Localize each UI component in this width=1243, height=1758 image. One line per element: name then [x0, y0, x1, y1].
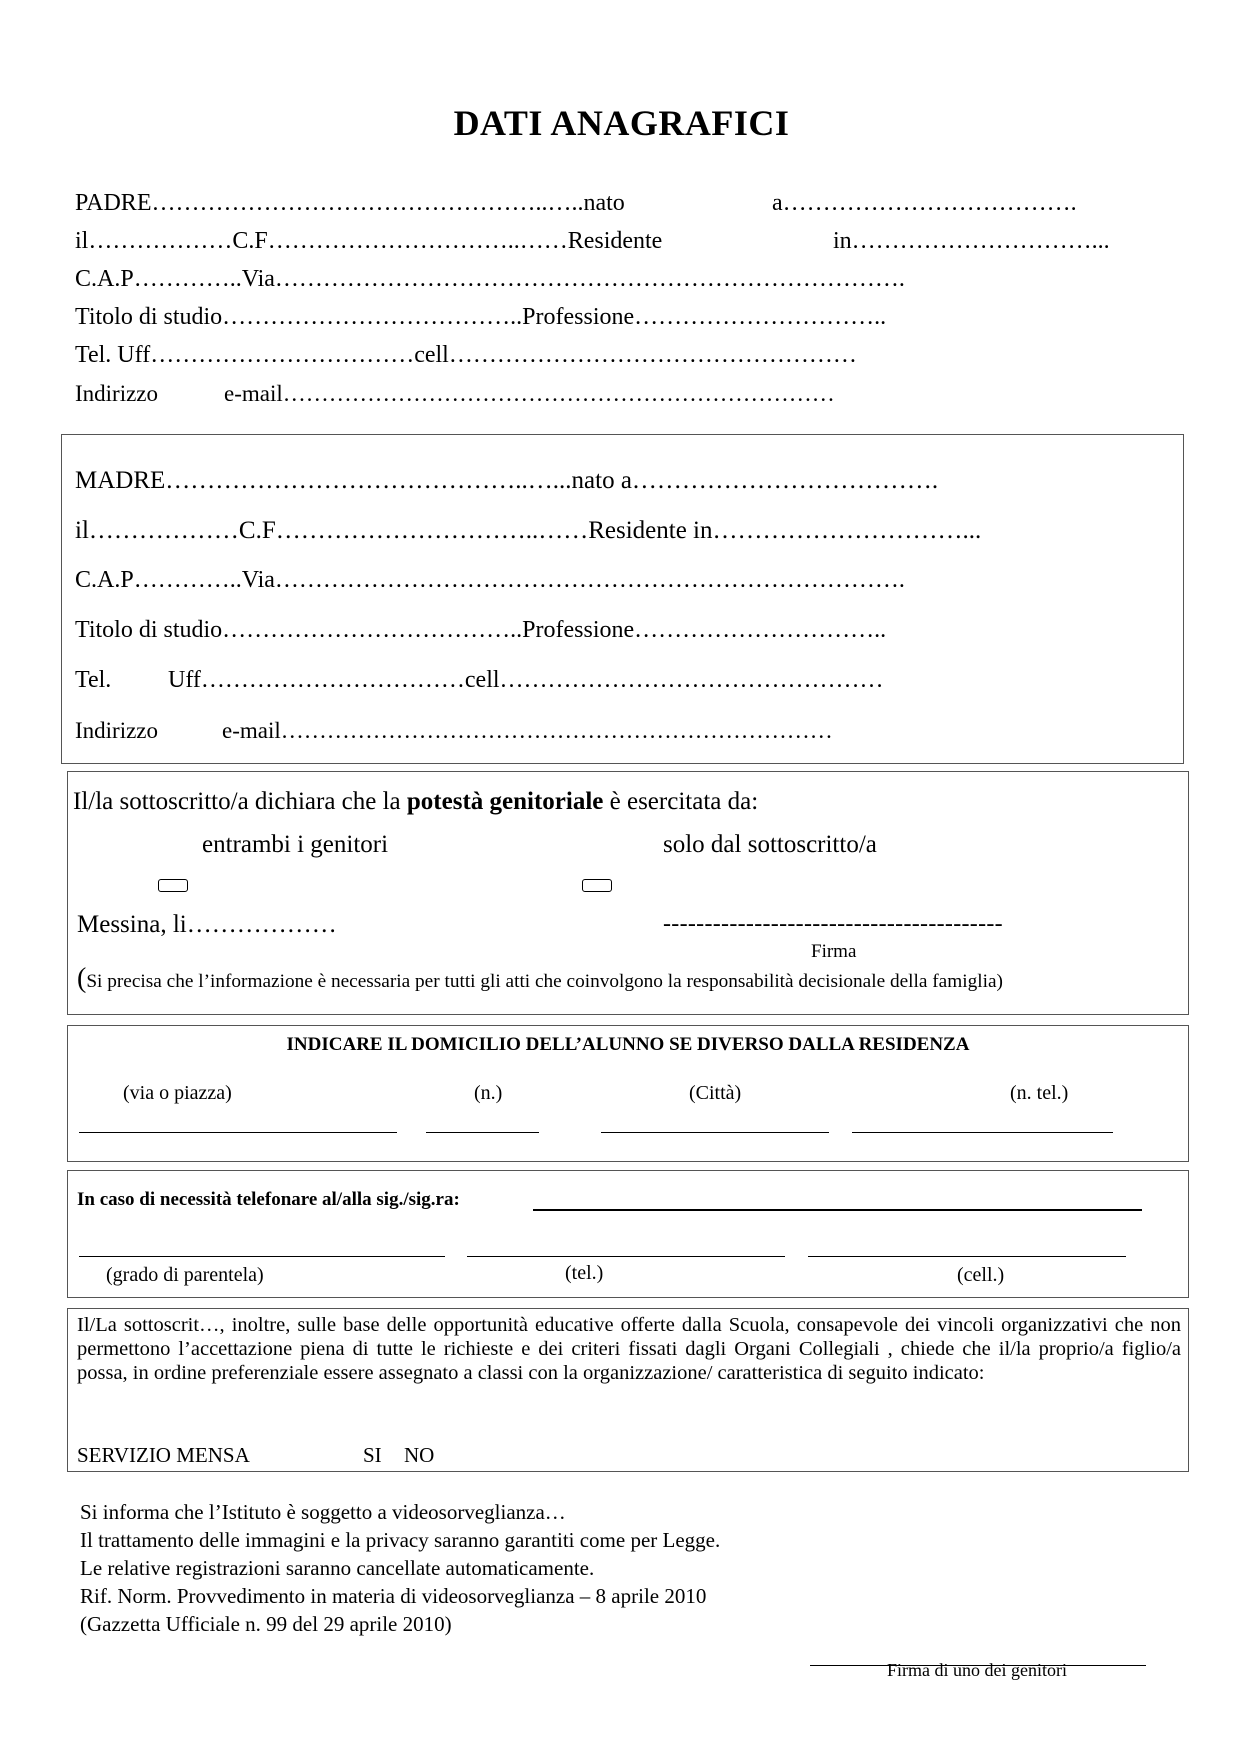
domicilio-numero-input[interactable]: [426, 1132, 539, 1133]
video-line-1: Si informa che l’Istituto è soggetto a videosorveglianza…: [80, 1500, 566, 1524]
domicilio-tel-input[interactable]: [852, 1132, 1113, 1133]
video-line-3: Le relative registrazioni saranno cancellate automaticamente.: [80, 1556, 595, 1580]
madre-tel-label: Tel.: [75, 667, 112, 693]
madre-cap-via-field[interactable]: C.A.P…………..Via…………………………………………………………………….: [75, 567, 905, 593]
padre-name-field[interactable]: PADRE…………………………………………..…..nato: [75, 190, 625, 216]
organizzazione-text: Il/La sottoscrit…, inoltre, sulle base delle opportunità educative offerte dalla Scuola, consapevole dei vincoli organizzativi che non permettono l’accettazione piena di tutte le richieste e dei criteri fissati dagli Organi Collegiali , chiede che il/la proprio/a figlio/a possa, in ordine preferenziale essere assegnato a classi con la organizzazione/ caratteristica di seguito indicato:: [77, 1314, 1181, 1384]
domicilio-via-input[interactable]: [79, 1132, 397, 1133]
potesta-intro: [73, 788, 758, 816]
mensa-si-option[interactable]: SI: [363, 1443, 382, 1467]
emergenza-name-input[interactable]: [533, 1209, 1142, 1211]
emergenza-tel-input[interactable]: [467, 1256, 785, 1257]
padre-tel-cell-field[interactable]: Tel. Uff……………………………cell……………………………………………: [75, 342, 857, 368]
genitore-signature-label: Firma di uno dei genitori: [887, 1660, 1067, 1680]
mensa-no-option[interactable]: NO: [404, 1443, 435, 1467]
domicilio-citta-input[interactable]: [601, 1132, 829, 1133]
emergenza-parentela-label: (grado di parentela): [106, 1264, 264, 1286]
entrambi-checkbox[interactable]: [158, 879, 188, 892]
domicilio-via-label: (via o piazza): [123, 1082, 232, 1104]
padre-studio-professione-field[interactable]: Titolo di studio………………………………..Professione…………………………..: [75, 304, 887, 330]
madre-email-field[interactable]: e-mail………………………………………………………………: [222, 718, 833, 743]
emergenza-tel-label: (tel.): [565, 1262, 604, 1284]
potesta-note: [77, 963, 1003, 995]
madre-tel-cell-field[interactable]: Uff……………………………cell…………………………………………: [168, 667, 884, 693]
place-date-field[interactable]: Messina, li………………: [77, 911, 337, 938]
emergenza-parentela-input[interactable]: [79, 1256, 445, 1257]
padre-email-field[interactable]: e-mail………………………………………………………………: [224, 381, 835, 406]
padre-birthdate-cf-field[interactable]: il………………C.F…………………………..……Residente: [75, 228, 663, 254]
domicilio-citta-label: (Città): [689, 1082, 742, 1104]
potesta-intro-bold: potestà genitoriale: [406, 788, 604, 815]
madre-name-birthplace-field[interactable]: MADRE……………………………………..…...nato a……………………………….: [75, 467, 939, 494]
domicilio-numero-label: (n.): [474, 1082, 503, 1104]
potesta-intro-before: Il/la sottoscritto/a dichiara che la: [73, 788, 407, 815]
emergenza-cell-label: (cell.): [957, 1264, 1005, 1286]
video-line-4: Rif. Norm. Provvedimento in materia di videosorveglianza – 8 aprile 2010: [80, 1584, 707, 1608]
option-solo-label: solo dal sottoscritto/a: [663, 831, 877, 858]
madre-indirizzo-label: Indirizzo: [75, 718, 159, 743]
padre-indirizzo-label: Indirizzo: [75, 381, 159, 406]
option-entrambi-label: entrambi i genitori: [202, 831, 389, 858]
note-paren: (: [77, 963, 87, 994]
video-line-5: (Gazzetta Ufficiale n. 99 del 29 aprile 2010): [80, 1612, 452, 1636]
domicilio-heading: INDICARE IL DOMICILIO DELL’ALUNNO SE DIVERSO DALLA RESIDENZA: [286, 1034, 970, 1055]
padre-cap-via-field[interactable]: C.A.P…………..Via…………………………………………………………………….: [75, 266, 905, 292]
servizio-mensa-label: SERVIZIO MENSA: [77, 1443, 250, 1467]
signature-line[interactable]: -----------------------------------------: [663, 911, 1003, 937]
padre-birthplace-field[interactable]: a……………………………….: [772, 190, 1077, 216]
domicilio-tel-label: (n. tel.): [1010, 1082, 1069, 1104]
madre-studio-professione-field[interactable]: Titolo di studio………………………………..Professione…………………………..: [75, 617, 887, 643]
signature-label: Firma: [811, 941, 857, 962]
video-line-2: Il trattamento delle immagini e la privacy saranno garantiti come per Legge.: [80, 1528, 721, 1552]
potesta-intro-after: è esercitata da:: [603, 788, 759, 815]
emergenza-label: In caso di necessità telefonare al/alla sig./sig.ra:: [77, 1189, 460, 1210]
solo-checkbox[interactable]: [582, 879, 612, 892]
padre-residence-field[interactable]: in…………………………...: [833, 228, 1110, 254]
note-text: Si precisa che l’informazione è necessaria per tutti gli atti che coinvolgono la responsabilità decisionale della famiglia): [86, 971, 1003, 992]
emergenza-cell-input[interactable]: [808, 1256, 1126, 1257]
madre-birthdate-cf-residence-field[interactable]: il………………C.F…………………………..……Residente in…………………………...: [75, 517, 982, 544]
page-title: DATI ANAGRAFICI: [453, 103, 790, 143]
